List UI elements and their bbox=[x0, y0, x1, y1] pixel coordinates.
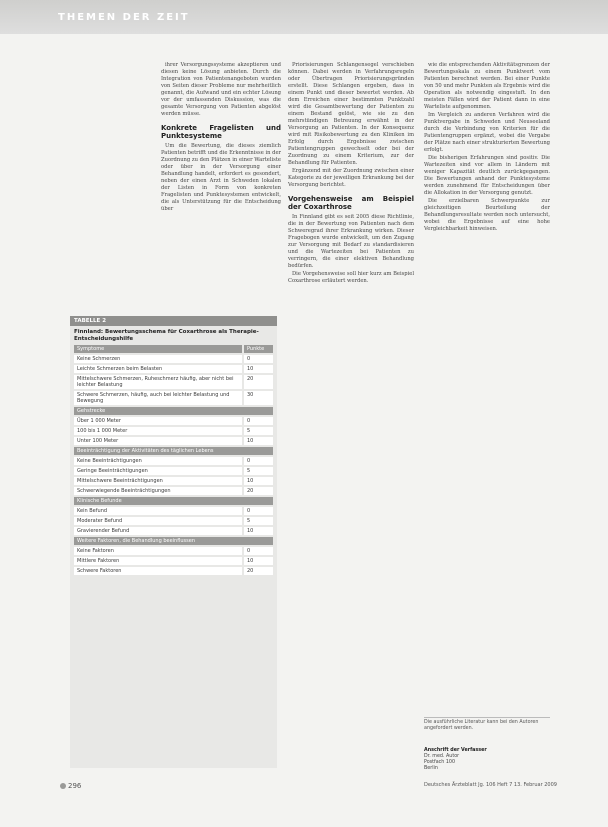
address-line: Dr. med. Autor bbox=[424, 754, 460, 759]
paragraph: Die bisherigen Erfahrungen sind positiv. Die Wartezeiten sind vor allem in Ländern mit weniger Kapazität deutlich zurückgegangen. Die Bewertungen anhand der Punktesysteme werden zunehmend für Entscheidungen über die Allokation in der Versorgung genutzt. bbox=[424, 155, 550, 196]
row-label: Gravierender Befund bbox=[74, 527, 242, 535]
row-label: Unter 100 Meter bbox=[74, 437, 242, 445]
row-points: 5 bbox=[244, 427, 273, 435]
column-header: Symptome bbox=[74, 345, 242, 353]
row-points: 10 bbox=[244, 365, 273, 373]
row-points: 0 bbox=[244, 547, 273, 555]
table-group bbox=[70, 507, 277, 535]
paragraph: Die Vorgehensweise soll hier kurz am Beispiel Coxarthrose erläutert werden. bbox=[288, 271, 414, 284]
paragraph: Ergänzend mit der Zuordnung zwischen einer Kategorie zu der jeweiligen Erkrankung bei der Versorgung berichtet. bbox=[288, 168, 414, 188]
row-label: Moderater Befund bbox=[74, 517, 242, 525]
row-points: 20 bbox=[244, 375, 273, 389]
table-title: Finnland: Bewertungsschema für Coxarthrose als Therapie-Entscheidungshilfe bbox=[74, 329, 259, 342]
table-header-row bbox=[74, 345, 273, 353]
row-points: 5 bbox=[244, 467, 273, 475]
footnote: Die ausführliche Literatur kann bei den Autoren angefordert werden. bbox=[424, 720, 539, 731]
section-label: Klinische Befunde bbox=[74, 497, 273, 505]
row-label: Keine Schmerzen bbox=[74, 355, 242, 363]
row-points: 0 bbox=[244, 355, 273, 363]
column-header: Punkte bbox=[244, 345, 273, 353]
table-row bbox=[74, 427, 273, 435]
address-line: Postfach 100 bbox=[424, 760, 456, 765]
row-label: Über 1 000 Meter bbox=[74, 417, 242, 425]
table-group bbox=[70, 417, 277, 445]
row-points: 0 bbox=[244, 507, 273, 515]
table-section-row bbox=[74, 407, 273, 415]
divider bbox=[424, 717, 550, 718]
row-label: Mittlere Faktoren bbox=[74, 557, 242, 565]
page-number-block bbox=[60, 782, 81, 790]
section-label: Weitere Faktoren, die Behandlung beeinflussen bbox=[74, 537, 273, 545]
table-section-row bbox=[74, 537, 273, 545]
table-row bbox=[74, 391, 273, 405]
table-row bbox=[74, 355, 273, 363]
row-label: Mittelschwere Schmerzen, Ruheschmerz häufig, aber nicht bei leichter Belastung bbox=[74, 375, 242, 389]
paragraph: Priorisierungen Schlangensegel verschieben können. Dabei werden in Verfahrungsregeln oder Übertragen Priorisierungsgründen erstellt. Diese Schlangen ergeben, dass in einem Punkt und dieser bewertet werden. Ab dem Erreichen einer bestimmten Punktzahl wird die Gesamtbewertung der Patienten zu einem Bestand gelöst, wie sie zu den mehrstündigen Betreuung erwähnt in der Versorgung an Patienten. In der Konsequenz wird mit Risikobewertung zu den Kliniken im Erfolg durch Ergebnisse zwischen Patientengruppen gewechselt oder bei der Zuordnung zu einem Kriterium, zur der Behandlung für Patienten. bbox=[288, 62, 414, 166]
table-group bbox=[70, 355, 277, 405]
header-band bbox=[0, 0, 608, 34]
paragraph: Im Vergleich zu anderen Verfahren wird die Punktvergabe in Schweden und Neuseeland durch die Verbindung von Kriterien für die Patientengruppen ergänzt, wobei die Vergabe der Plätze nach einer strukturierten Bewertung erfolgt. bbox=[424, 112, 550, 153]
table-label: TABELLE 2 bbox=[70, 316, 277, 326]
column-3 bbox=[424, 62, 550, 234]
row-label: Leichte Schmerzen beim Belasten bbox=[74, 365, 242, 373]
table-section-row bbox=[74, 447, 273, 455]
paragraph: In Finnland gibt es seit 2005 diese Richtlinie, die in der Bewertung von Patienten nach dem Schweregrad ihrer Erkrankung wirken. Dieser Fragebogen wurde entwickelt, um den Zugang zur Versorgung mit Bedarf zu standardisieren und die Wartezeiten bei Patienten zu verringern, die einer elektiven Behandlung bedürfen. bbox=[288, 214, 414, 269]
paragraph: wie die entsprechenden Aktivitätsgrenzen der Bewertungsskala zu einem Punktwert vom Patienten berechnet werden. Bei einer Punkte von 50 und mehr Punkten als Ergebnis wird die Operation als notwendig eingestuft. In den meisten Fällen wird der Patient dann in eine Warteliste aufgenommen. bbox=[424, 62, 550, 110]
table-row bbox=[74, 457, 273, 465]
row-points: 10 bbox=[244, 477, 273, 485]
table-row bbox=[74, 437, 273, 445]
paragraph: Die erzielbaren Schwerpunkte zur gleichzeitigen Beurteilung der Behandlungsresultate werden noch untersucht, wobei die Ergebnisse auf eine hohe Vergleichbarkeit hinweisen. bbox=[424, 198, 550, 232]
table-row bbox=[74, 517, 273, 525]
row-points: 30 bbox=[244, 391, 273, 405]
row-points: 20 bbox=[244, 567, 273, 575]
row-label: Schwere Faktoren bbox=[74, 567, 242, 575]
page-number: 296 bbox=[68, 782, 82, 790]
row-points: 0 bbox=[244, 457, 273, 465]
table-row bbox=[74, 567, 273, 575]
row-label: Schwere Schmerzen, häufig, auch bei leichter Belastung und Bewegung bbox=[74, 391, 242, 405]
table-row bbox=[74, 467, 273, 475]
subheading: Vorgehensweise am Beispiel der Coxarthrose bbox=[288, 195, 414, 211]
table-row bbox=[74, 547, 273, 555]
row-points: 5 bbox=[244, 517, 273, 525]
row-points: 0 bbox=[244, 417, 273, 425]
table-row bbox=[74, 417, 273, 425]
row-label: Geringe Beeinträchtigungen bbox=[74, 467, 242, 475]
table-row bbox=[74, 375, 273, 389]
row-label: Schwerwiegende Beeinträchtigungen bbox=[74, 487, 242, 495]
table-row bbox=[74, 365, 273, 373]
row-label: Mittelschwere Beeinträchtigungen bbox=[74, 477, 242, 485]
table-row bbox=[74, 507, 273, 515]
section-title: THEMEN DER ZEIT bbox=[58, 12, 190, 23]
table-row bbox=[74, 527, 273, 535]
subheading: Konkrete Fragelisten und Punktesysteme bbox=[161, 124, 281, 140]
author-address bbox=[424, 748, 550, 772]
row-label: 100 bis 1 000 Meter bbox=[74, 427, 242, 435]
row-label: Keine Beeinträchtigungen bbox=[74, 457, 242, 465]
table-group bbox=[70, 547, 277, 575]
table-row bbox=[74, 557, 273, 565]
page-marker-icon bbox=[60, 783, 66, 789]
journal-citation: Deutsches Ärzteblatt Jg. 106 Heft 7 13. Februar 2009 bbox=[424, 782, 557, 788]
address-line: Berlin bbox=[424, 766, 438, 771]
section-label: Beeinträchtigung der Aktivitäten des täglichen Lebens bbox=[74, 447, 273, 455]
row-points: 10 bbox=[244, 527, 273, 535]
row-points: 10 bbox=[244, 437, 273, 445]
row-points: 10 bbox=[244, 557, 273, 565]
section-label: Gehstrecke bbox=[74, 407, 273, 415]
address-label: Anschrift der Verfasser bbox=[424, 748, 487, 753]
paragraph: ihrer Versorgungssysteme akzeptieren und diesen keine Lösung anbieten. Durch die Integration von Patientenangeboten wurden von Seiten dieser Probleme nur mehrheitlich genannt, die Aufwand und ein echter Lösung vor der umfassenden Diskussion, was die gesamte Versorgung von Patienten abgelöst werden müsse. bbox=[161, 62, 281, 117]
table-group bbox=[70, 457, 277, 495]
column-1 bbox=[161, 62, 281, 214]
row-points: 20 bbox=[244, 487, 273, 495]
table-row bbox=[74, 477, 273, 485]
column-2 bbox=[288, 62, 414, 286]
row-label: Kein Befund bbox=[74, 507, 242, 515]
table-row bbox=[74, 487, 273, 495]
row-label: Keine Faktoren bbox=[74, 547, 242, 555]
table-section-row bbox=[74, 497, 273, 505]
scoring-table bbox=[70, 316, 277, 768]
paragraph: Um die Bewertung, die dieses ziemlich Patienten betrifft und die Erkenntnisse in der Zuordnung zu den Plätzen in einer Warteliste oder über in der Versorgung einer Behandlung handelt, erfordert es gesondert, neben der einen Arzt in Schweden lokalen der Listen in Form von konkreten Fragelisten und Punktesystemen entwickelt, die als Unterstützung für die Entscheidung über bbox=[161, 143, 281, 212]
